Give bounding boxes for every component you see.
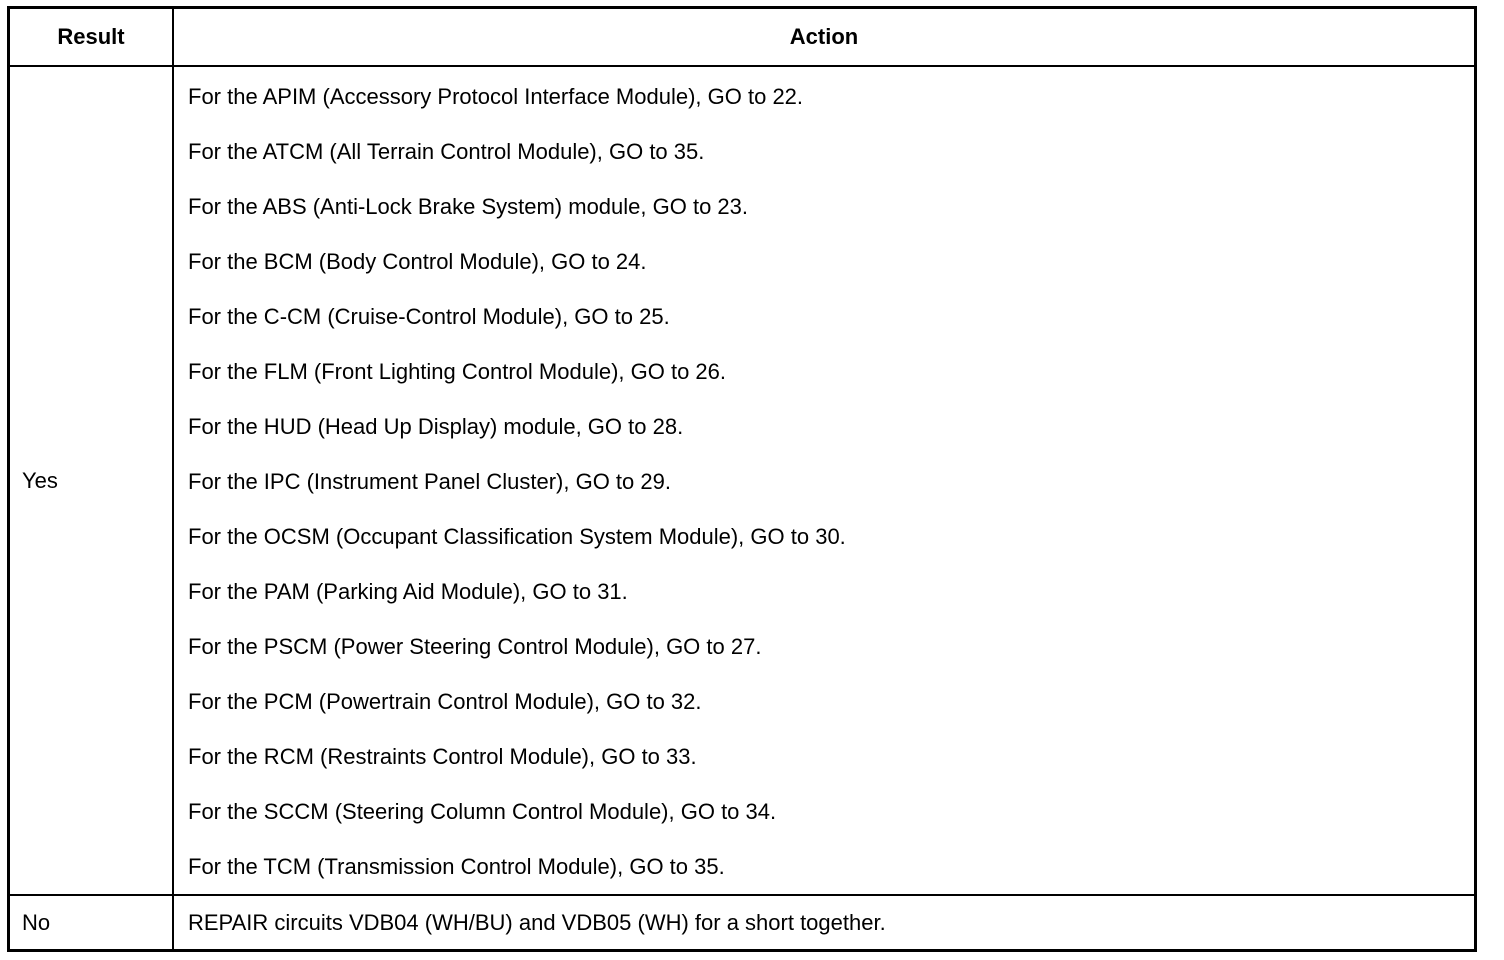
result-action-table xyxy=(7,6,1477,952)
action-apim: For the APIM (Accessory Protocol Interface Module), GO to 22. xyxy=(188,84,804,109)
action-pam: For the PAM (Parking Aid Module), GO to 31. xyxy=(188,579,628,604)
action-ocsm: For the OCSM (Occupant Classification System Module), GO to 30. xyxy=(188,524,846,549)
action-ccm: For the C-CM (Cruise-Control Module), GO to 25. xyxy=(188,304,670,329)
result-no: No xyxy=(10,896,174,949)
action-pcm: For the PCM (Powertrain Control Module), GO to 32. xyxy=(188,689,702,714)
action-ipc: For the IPC (Instrument Panel Cluster), GO to 29. xyxy=(188,469,671,494)
action-sccm: For the SCCM (Steering Column Control Module), GO to 34. xyxy=(188,799,777,824)
action-hud: For the HUD (Head Up Display) module, GO to 28. xyxy=(188,414,684,439)
action-bcm: For the BCM (Body Control Module), GO to 24. xyxy=(188,249,647,274)
action-flm: For the FLM (Front Lighting Control Module), GO to 26. xyxy=(188,359,727,384)
action-atcm: For the ATCM (All Terrain Control Module), GO to 35. xyxy=(188,139,705,164)
result-yes: Yes xyxy=(10,67,174,896)
actions-yes xyxy=(174,67,1474,896)
header-result: Result xyxy=(10,9,174,67)
action-abs: For the ABS (Anti-Lock Brake System) module, GO to 23. xyxy=(188,194,749,219)
action-repair: REPAIR circuits VDB04 (WH/BU) and VDB05 (WH) for a short together. xyxy=(188,909,886,935)
action-pscm: For the PSCM (Power Steering Control Module), GO to 27. xyxy=(188,634,762,659)
action-rcm: For the RCM (Restraints Control Module), GO to 33. xyxy=(188,744,697,769)
header-action: Action xyxy=(174,9,1474,67)
action-tcm: For the TCM (Transmission Control Module), GO to 35. xyxy=(188,854,725,879)
